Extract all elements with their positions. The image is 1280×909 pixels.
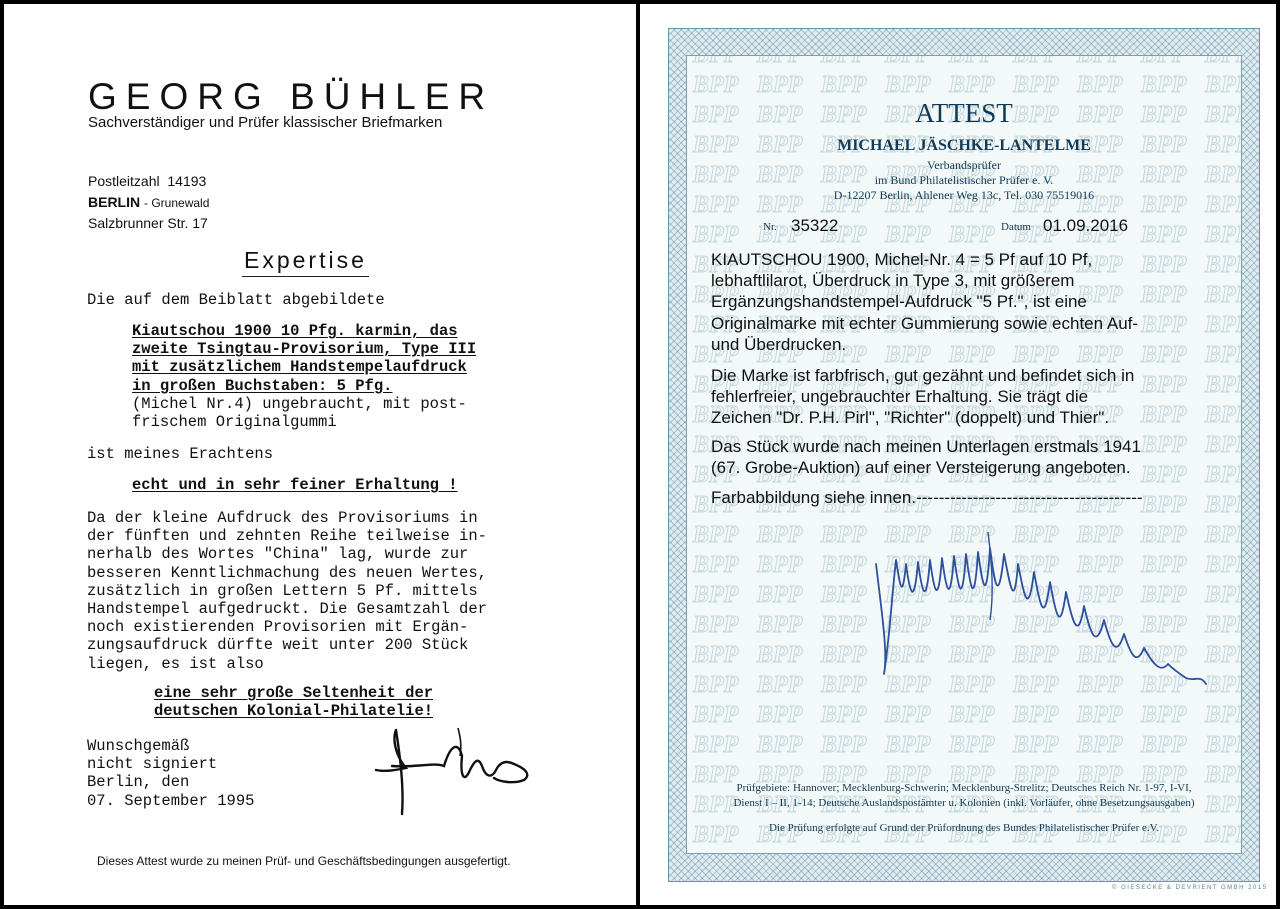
paragraph-line: Das Stück wurde nach meinen Unterlagen erstmals 1941 (711, 437, 1141, 456)
explanation (87, 509, 487, 673)
certificate-date: 01.09.2016 (1043, 216, 1129, 235)
examination-basis: Die Prüfung erfolgte auf Grund der Prüfordnung des Bundes Philatelistischer Prüfer e.V. (769, 822, 1159, 834)
paragraph-line: (67. Grobe-Auktion) auf einer Versteigerung angeboten. (711, 458, 1131, 478)
stamp-detail-line: (Michel Nr.4) ungebraucht, mit post- (132, 394, 467, 413)
closing-line: Wunschgemäß (87, 737, 190, 755)
examiner-association: im Bund Philatelistischer Prüfer e. V. (874, 173, 1054, 187)
closing-line: 07. September 1995 (87, 791, 255, 810)
paragraph-2 (711, 365, 1134, 429)
stamp-description (132, 322, 476, 431)
fields-line: Dienst I – II, 1-14; Deutsche Auslandspostämter u. Kolonien (inkl. Vorläufer, ohne Besetzungsausgaben) (733, 797, 1195, 809)
stamp-line: Kiautschou 1900 10 Pfg. karmin, das (132, 322, 458, 340)
examiner-role: Verbandsprüfer (927, 158, 1001, 172)
examiner-address: D-12207 Berlin, Ahlener Weg 13c, Tel. 030 75519016 (833, 188, 1095, 202)
rarity-line: deutschen Kolonial-Philatelie! (154, 702, 434, 721)
number-label: Nr. (763, 221, 777, 233)
postcode-line (88, 173, 206, 189)
stamp-line: in großen Buchstaben: 5 Pfg. (132, 376, 393, 395)
opinion-intro: ist meines Erachtens (87, 445, 274, 463)
paragraph-3 (711, 436, 1141, 478)
city: BERLIN (88, 194, 141, 210)
verdict: echt und in sehr feiner Erhaltung ! (132, 476, 458, 494)
closing (87, 737, 254, 810)
printer-imprint: © GIESECKE & DEVRIENT GMBH 2015 (1112, 885, 1268, 891)
signature-right (868, 524, 1248, 704)
examiner-name: MICHAEL JÄSCHKE-LANTELME (837, 137, 1091, 154)
district: - Grunewald (144, 196, 210, 210)
paragraph-line: Die Marke ist farbfrisch, gut gezähnt und befindet sich in (711, 366, 1135, 385)
closing-line: nicht signiert (87, 755, 218, 774)
intro-text: Die auf dem Beiblatt abgebildete (87, 291, 385, 309)
explanation-line: nerhalb des Wortes "China" lag, wurde zur (87, 545, 469, 564)
postcode-label: Postleitzahl (88, 173, 160, 189)
certificate-number: 35322 (791, 216, 839, 235)
paragraph-line: Zeichen "Dr. P.H. Pirl", "Richter" (doppelt) und Thier". (711, 408, 1110, 428)
paragraph-line: Ergänzungshandstempel-Aufdruck "5 Pf.", ist eine (711, 292, 1087, 312)
paragraph-line: und Überdrucken. (711, 334, 847, 354)
paragraph-line: fehlerfreier, ungebrauchter Erhaltung. Sie trägt die (711, 387, 1089, 407)
attest-title: ATTEST (915, 98, 1013, 128)
stamp-detail-line: frischem Originalgummi (132, 413, 337, 432)
explanation-line: Da der kleine Aufdruck des Provisoriums in (87, 509, 478, 527)
signature-left (374, 726, 544, 816)
paragraph-line: Originalmarke mit echter Gummierung sowie echten Auf- (711, 313, 1139, 333)
explanation-line: besseren Kenntlichmachung des neuen Wertes, (87, 563, 487, 582)
city-line (88, 194, 209, 210)
stamp-line: mit zusätzlichem Handstempelaufdruck (132, 358, 467, 377)
rarity-statement (154, 684, 433, 720)
explanation-line: zungsaufdruck dürfte weit unter 200 Stück (87, 636, 469, 655)
rarity-line: eine sehr große Seltenheit der (154, 684, 434, 702)
attest-page (640, 4, 1276, 905)
brand-tagline: Sachverständiger und Prüfer klassischer Briefmarken (88, 114, 443, 131)
paragraph-1 (711, 249, 1138, 355)
expertise-page (4, 4, 636, 905)
explanation-line: Handstempel aufgedruckt. Die Gesamtzahl der (87, 600, 487, 619)
street: Salzbrunner Str. 17 (88, 215, 208, 231)
footer-note: Dieses Attest wurde zu meinen Prüf- und Geschäftsbedingungen ausgefertigt. (97, 854, 511, 868)
paragraph-line: KIAUTSCHOU 1900, Michel-Nr. 4 = 5 Pf auf 10 Pf, (711, 250, 1093, 269)
closing-line: Berlin, den (87, 773, 190, 792)
explanation-line: noch existierenden Provisorien mit Ergän- (87, 618, 469, 637)
explanation-line: liegen, es ist also (87, 654, 264, 673)
paragraph-line: lebhaftlilarot, Überdruck in Type 3, mit größerem (711, 271, 1075, 291)
stamp-line: zweite Tsingtau-Provisorium, Type III (132, 340, 477, 359)
date-label: Datum (1001, 221, 1031, 233)
fields-line: Prüfgebiete: Hannover; Mecklenburg-Schwerin; Mecklenburg-Strelitz; Deutsches Reich Nr. 1-97, I-VI, (736, 782, 1192, 794)
brand-name: GEORG BÜHLER (88, 76, 495, 117)
explanation-line: zusätzlich in großen Lettern 5 Pf. mittels (87, 581, 478, 600)
expertise-title: Expertise (242, 247, 369, 277)
postcode: 14193 (167, 173, 207, 189)
paragraph-4: Farbabbildung siehe innen.---------------------------------------- (711, 488, 1143, 507)
examination-fields (687, 781, 1241, 811)
attest-panel (686, 55, 1242, 854)
explanation-line: der fünften und zehnten Reihe teilweise in- (87, 527, 487, 546)
